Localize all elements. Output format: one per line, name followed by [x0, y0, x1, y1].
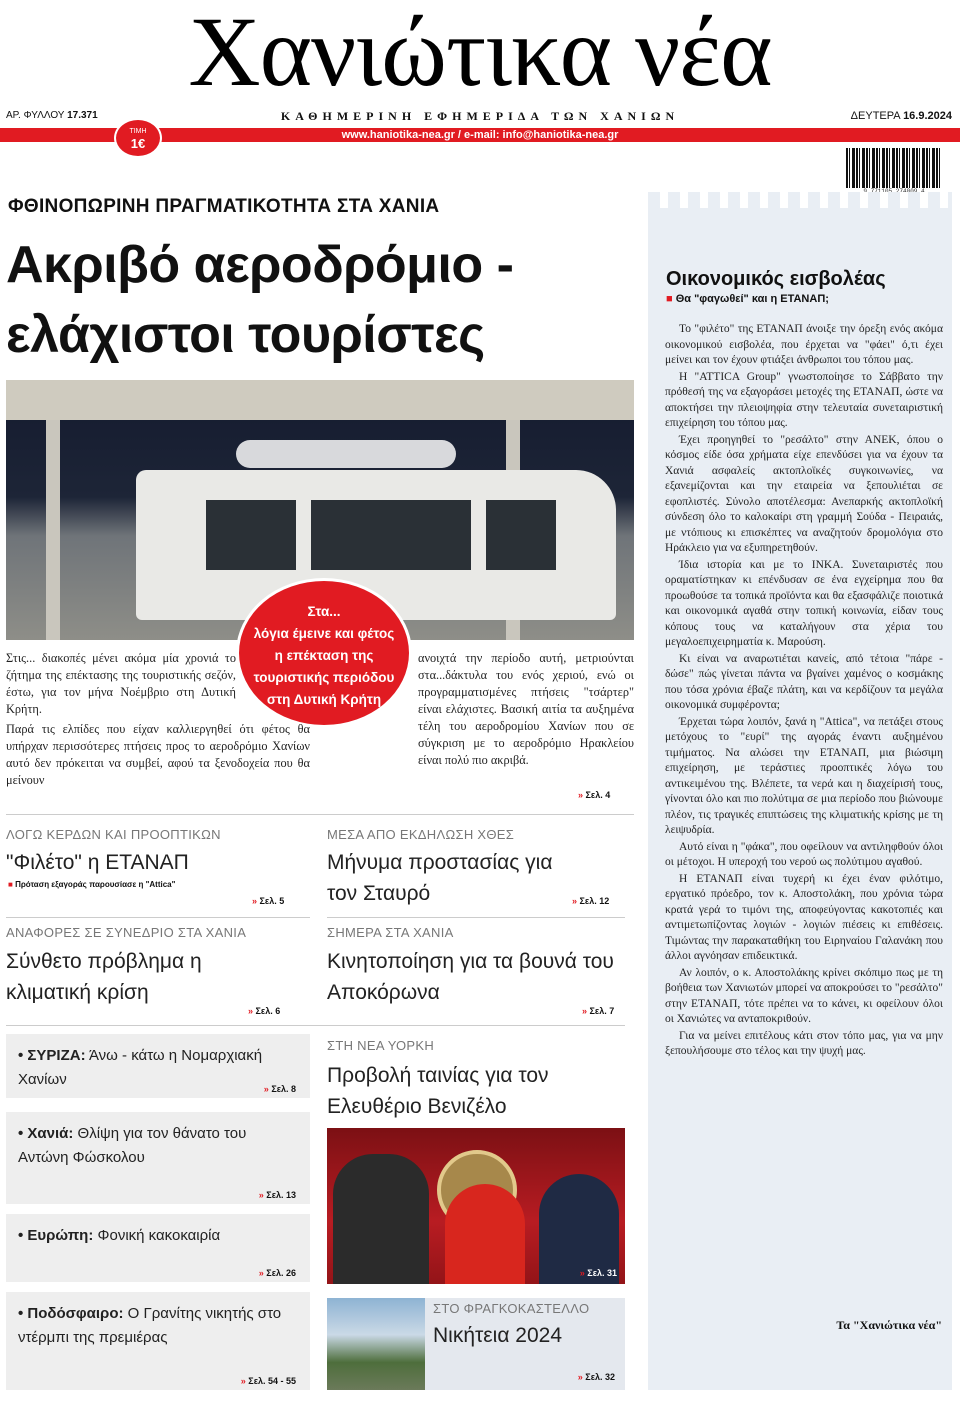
- bus-window: [486, 500, 556, 570]
- bus-window: [206, 500, 296, 570]
- brief-item[interactable]: • Ποδόσφαιρο: Ο Γρανίτης νικητής στο ντέρμπι της πρεμιέρας » Σελ. 54 - 55: [6, 1292, 310, 1390]
- divider: [6, 1025, 625, 1026]
- story-page-ref[interactable]: » Σελ. 32: [578, 1372, 615, 1382]
- story-label: ΣΗΜΕΡΑ ΣΤΑ ΧΑΝΙΑ: [327, 925, 454, 940]
- lead-kicker: ΦΘΙΝΟΠΩΡΙΝΗ ΠΡΑΓΜΑΤΙΚΟΤΗΤΑ ΣΤΑ ΧΑΝΙΑ: [8, 196, 440, 217]
- masthead-title: Χανιώτικα νέα: [188, 0, 772, 107]
- lead-page-ref[interactable]: » Σελ. 4: [578, 790, 610, 800]
- story-page-ref[interactable]: » Σελ. 5: [252, 896, 284, 906]
- lead-text-left-2: Παρά τις ελπίδες που είχαν καλλιεργηθεί ότι φέτος θα υπήρχαν περισσότερες πτήσεις προς το αεροδρόμιο Χανίων αυτό δεν πρόκειται να συμβεί, αφού τα ξενοδοχεία που θα μείνουν: [6, 722, 310, 787]
- story-page-ref[interactable]: » Σελ. 6: [248, 1006, 280, 1016]
- brief-page-ref[interactable]: » Σελ. 8: [264, 1084, 296, 1094]
- photo-person: [333, 1154, 429, 1284]
- torn-edge: [648, 192, 952, 208]
- story-title[interactable]: Μήνυμα προστασίας για τον Σταυρό: [327, 851, 553, 905]
- story-page-ref[interactable]: » Σελ. 12: [572, 896, 609, 906]
- barcode-icon: [846, 148, 942, 188]
- story-label: ΜΕΣΑ ΑΠΟ ΕΚΔΗΛΩΣΗ ΧΘΕΣ: [327, 827, 515, 842]
- divider: [327, 917, 625, 918]
- story-title[interactable]: Νικήτεια 2024: [433, 1324, 563, 1347]
- editorial-signature: Τα "Χανιώτικα νέα": [836, 1318, 942, 1332]
- brief-page-ref[interactable]: » Σελ. 26: [259, 1268, 296, 1278]
- editorial-text: Το "φιλέτο" της ΕΤΑΝΑΠ άνοιξε την όρεξη ενός ακόμα οικονομικού εισβολέα, που έρχεται να "φάει" ό,τι έχει μείνει και τον έχουν φτιάξει άνθρωποι του τόπου μας. Η "ATTICA Group" γνωστοποίησε το Σάββατο την πρόθεσή της να εξαγοράσει μετοχές της ΕΤΑΝΑΠ, ώστε να αποκτήσει την πλειοψηφία στην τελευταία συνεταιριστική επιχείρηση του τόπου μας. Έχει προηγηθεί το "ρεσάλτο" στην ΑΝΕΚ, όπου ο κόσμος είδε όσα χρήματα είχε επενδύσει για να έχουν τα Χανιά ασφαλείς ακτοπλοϊκές συγκοινωνίες, να εξανεμίζονται και την εταιρεία να ξεπουλιέται σε εφοπλιστές. Σύνολο αποτέλεσμα: Ανεπαρκής ακτοπλοϊκή σύνδεση όλο το καλοκαίρι στη γραμμή Σούδα - Πειραιάς, με ντόπιους κι επισκέπτες να αναζητούν δρομολόγια στο Ηράκλειο για να εξυπηρετηθούν. Ίδια ιστορία και με το ΙΝΚΑ. Συνεταιριστές που οραματίστηκαν κι επένδυσαν σε ένα εγχείρημα που θα προωθούσε τα τοπικά προϊόντα και θα εξασφάλιζε ποιοτικά και οικονομικά αγαθά στην τοπική κοινωνία, είδαν τους κόπους τους να καταλήγουν στα χέρια του μεγαλοεπιχειρηματία κ. Μαρούση. Κι είναι να αναρωτιέται κανείς, από τέτοια "πάρε - δώσε" πώς γίνεται πάντα να βγαίνει χαμένος ο κοσμάκης που τόσα χρόνια έβαζε πλάτη, και να κερδίζουν τα μεγάλα οικονομικά συμφέροντα; Έρχεται τώρα λοιπόν, ξανά η "Attica", να πετάξει στους μετόχους το "ευρί" της αγοράς έναντι αυξημένου τιμήματος. Να αλώσει την ΕΤΑΝΑΠ, μια βιώσιμη επιχείρηση, με τεράστιες προοπτικές λόγω του αντικειμένου της. Βλέπετε, τα νερά και η διαχείρισή τους, γίνονται όλο και πιο πολύτιμα σε μια περίοδο που βιώνουμε πλέον, τις τραγικές επιπτώσεις της κλιματικής κρίσης με τη λειψυδρία. Αυτό είναι η "φάκα", που οφείλουν να αντιληφθούν όλοι οι μέτοχοι. Η υπεροχή του νερού ως πολύτιμου αγαθού. Η ΕΤΑΝΑΠ είναι τυχερή κι έχει έναν φιλότιμο, εργατικό πρόεδρο, τον κ. Αποστολάκη, που χρόνια τώρα κρατά γερά το τιμόνι της, αποφεύγοντας κακοτοπιές και αντιμετωπίζοντας λογιών - λογιών πιέσεις κι επιθέσεις. Τιμώντας την παρακαταθήκη του Ειρηναίου Γαλανάκη που άλλοι αγνόησαν επιδεικτικά. Αν λοιπόν, ο κ. Αποστολάκης κρίνει σκόπιμο πως με τη βοήθεια των Χανιωτών μπορεί να αποκρούσει το "ρεσάλτο" στην ΕΤΑΝΑΠ, τότε πρέπει να το κάνει, κι οφείλουν όλοι οι Χανιώτες να ανταποκριθούν. Για να μείνει επιτέλους κάτι στον τόπο μας, για να μην ξεπουλήσουμε στο τέλος και την ψυχή μας.: [665, 323, 943, 1057]
- brief-item[interactable]: • ΣΥΡΙΖΑ: Άνω - κάτω η Νομαρχιακή Χανίων » Σελ. 8: [6, 1034, 310, 1098]
- issue-date: ΔΕΥΤΕΡΑ 16.9.2024: [850, 110, 952, 122]
- lead-headline[interactable]: Ακριβό αεροδρόμιο - ελάχιστοι τουρίστες: [6, 236, 514, 364]
- price-badge: ΤΙΜΗ 1€: [114, 118, 162, 158]
- divider: [6, 917, 310, 918]
- lead-text-left: Στις... διακοπές μένει ακόμα μία χρονιά το ζήτημα της επέκτασης της τουριστικής σεζόν, έστω, για τον μήνα Νοέμβριο στη Δυτική Κρήτη.: [6, 651, 236, 716]
- story-title[interactable]: Σύνθετο πρόβλημα η κλιματική κρίση: [6, 950, 202, 1004]
- photo-person: [445, 1184, 525, 1284]
- story-label: ΣΤΗ ΝΕΑ ΥΟΡΚΗ: [327, 1038, 435, 1053]
- story-label: ΛΟΓΩ ΚΕΡΔΩΝ ΚΑΙ ΠΡΟΟΠΤΙΚΩΝ: [6, 827, 221, 842]
- nikiteia-photo: [327, 1298, 425, 1390]
- story-subtitle: ■ Πρόταση εξαγοράς παρουσίασε η "Attica": [8, 880, 175, 889]
- lead-text-right: ανοιχτά την περίοδο αυτή, μετριούνται στα...δάκτυλα του ενός χεριού, ενώ οι προγραμματισμένες πτήσεις "τσάρτερ" είναι ελάχιστες. Βασική αιτία τα αυξημένα τέλη του αεροδρομίου Χανίων που σε σύγκριση με το αεροδρόμιο Ηρακλείου είναι πολύ πιο ακριβά.: [418, 651, 634, 767]
- masthead-subtitle: ΚΑΘΗΜΕΡΙΝΗ ΕΦΗΜΕΡΙΔΑ ΤΩΝ ΧΑΝΙΩΝ: [280, 109, 680, 123]
- story-title[interactable]: "Φιλέτο" η ΕΤΑΝΑΠ: [6, 851, 189, 874]
- nikiteia-box[interactable]: [327, 1298, 625, 1390]
- venizelos-event-photo[interactable]: [327, 1128, 625, 1284]
- lead-callout: Στα... λόγια έμεινε και φέτος η επέκταση της τουριστικής περιόδου στη Δυτική Κρήτη: [236, 578, 412, 728]
- story-title[interactable]: Κινητοποίηση για τα βουνά του Αποκόρωνα: [327, 950, 614, 1004]
- photo-airplane: [236, 440, 456, 468]
- story-page-ref[interactable]: » Σελ. 7: [582, 1006, 614, 1016]
- brief-item[interactable]: • Χανιά: Θλίψη για τον θάνατο του Αντώνη Φώσκολου » Σελ. 13: [6, 1112, 310, 1204]
- divider: [6, 814, 634, 815]
- story-title[interactable]: Προβολή ταινίας για τον Ελευθέριο Βενιζέλο: [327, 1064, 549, 1118]
- story-label: ΣΤΟ ΦΡΑΓΚΟΚΑΣΤΕΛΛΟ: [433, 1301, 590, 1316]
- contact-bar: www.haniotika-nea.gr / e-mail: info@haniotika-nea.gr: [0, 128, 960, 142]
- photo-canopy: [6, 380, 634, 420]
- photo-pillar: [46, 420, 60, 640]
- editorial-subtitle: ■ Θα "φαγωθεί" και η ΕΤΑΝΑΠ;: [666, 293, 829, 305]
- brief-page-ref[interactable]: » Σελ. 54 - 55: [241, 1376, 296, 1386]
- editorial-title[interactable]: Οικονομικός εισβολέας: [666, 268, 886, 290]
- story-page-ref[interactable]: » Σελ. 31: [580, 1268, 617, 1278]
- bus-window: [311, 500, 471, 570]
- brief-item[interactable]: • Ευρώπη: Φονική κακοκαιρία » Σελ. 26: [6, 1214, 310, 1282]
- brief-page-ref[interactable]: » Σελ. 13: [259, 1190, 296, 1200]
- story-label: ΑΝΑΦΟΡΕΣ ΣΕ ΣΥΝΕΔΡΙΟ ΣΤΑ ΧΑΝΙΑ: [6, 925, 247, 940]
- issue-number: ΑΡ. ΦΥΛΛΟΥ 17.371: [6, 110, 98, 121]
